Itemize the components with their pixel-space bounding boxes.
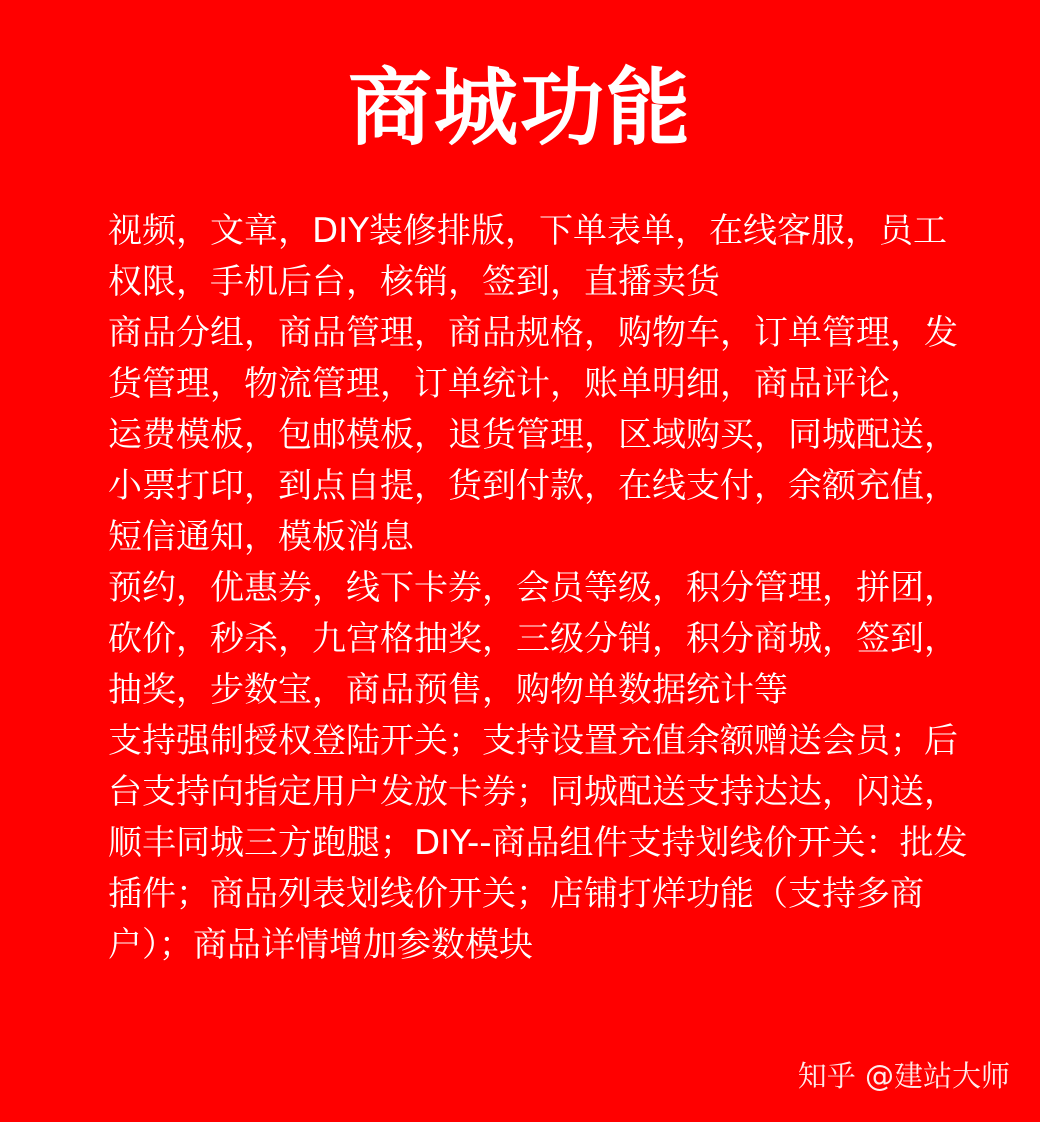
watermark: 知乎 @建站大师 (797, 1059, 1010, 1093)
feature-paragraph-extras: 支持强制授权登陆开关；支持设置充值余额赠送会员；后台支持向指定用户发放卡券；同城配送支持达达，闪送，顺丰同城三方跑腿；DIY--商品组件支持划线价开关：批发插件；商品列表划线价开关；店铺打烊功能（支持多商户）；商品详情增加参数模块 (108, 721, 968, 965)
feature-paragraph-delivery: 运费模板，包邮模板，退货管理，区域购买，同城配送，小票打印，到点自提，货到付款，在线支付，余额充值，短信通知，模板消息 (108, 415, 958, 557)
feature-paragraph-content: 视频，文章，DIY装修排版，下单表单，在线客服，员工权限，手机后台，核销，签到，直播卖货 (108, 211, 947, 302)
page-title: 商城功能 (347, 59, 692, 157)
feature-list (108, 206, 968, 971)
feature-paragraph-orders: 商品分组，商品管理，商品规格，购物车，订单管理，发货管理，物流管理，订单统计，账单明细，商品评论， (108, 313, 958, 404)
feature-paragraph-marketing: 预约，优惠券，线下卡券，会员等级，积分管理，拼团，砍价，秒杀，九宫格抽奖，三级分销，积分商城，签到，抽奖，步数宝，商品预售，购物单数据统计等 (108, 568, 958, 710)
